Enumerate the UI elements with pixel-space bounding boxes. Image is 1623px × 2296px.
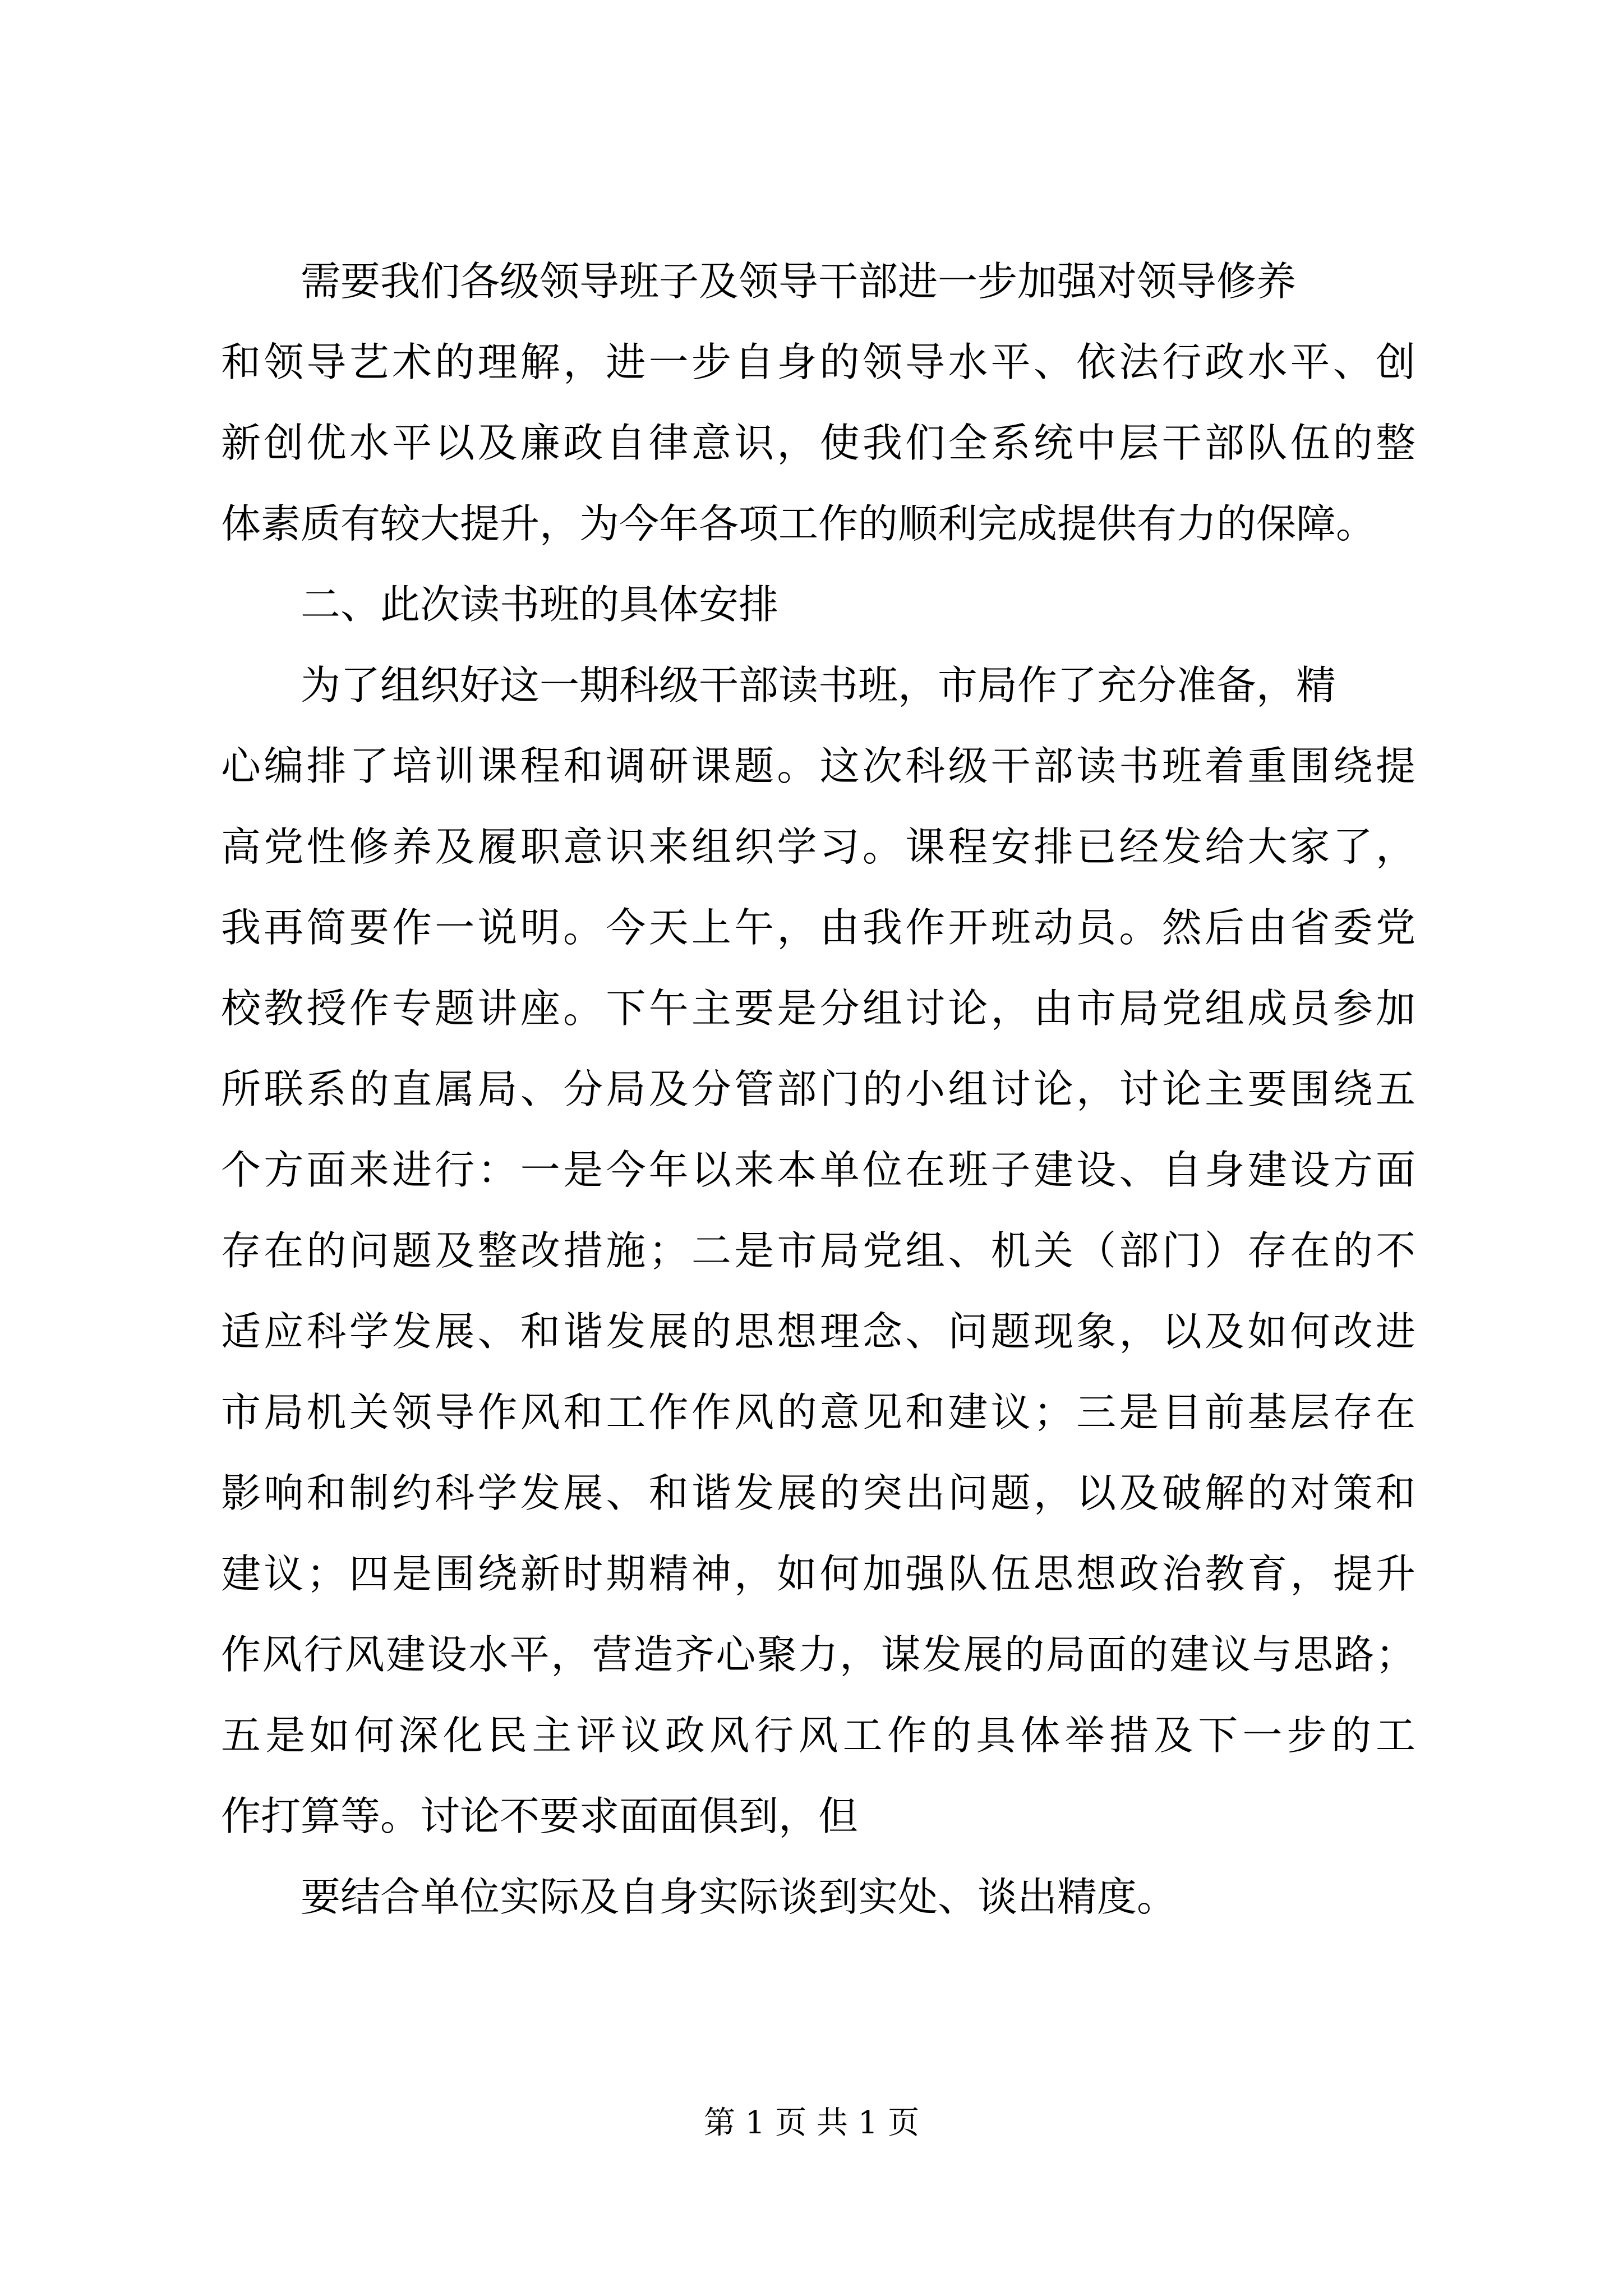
text-line: 作风行风建设水平，营造齐心聚力，谋发展的局面的建议与思路； [221,1631,1415,1678]
text-line: 高党性修养及履职意识来组织学习。课程安排已经发给大家了， [221,823,1415,870]
text-line: 所联系的直属局、分局及分管部门的小组讨论，讨论主要围绕五 [221,1066,1415,1112]
text-line: 需要我们各级领导班子及领导干部进一步加强对领导修养 [301,258,1297,305]
text-line: 影响和制约科学发展、和谐发展的突出问题，以及破解的对策和 [221,1470,1415,1516]
text-line: 为了组织好这一期科级干部读书班，市局作了充分准备，精 [301,662,1336,708]
section-heading: 二、此次读书班的具体安排 [301,581,779,628]
page-number-footer: 第 1 页 共 1 页 [703,2105,920,2141]
text-line: 五是如何深化民主评议政风行风工作的具体举措及下一步的工 [221,1712,1415,1759]
text-line: 新创优水平以及廉政自律意识，使我们全系统中层干部队伍的整 [221,420,1415,466]
text-line: 心编排了培训课程和调研课题。这次科级干部读书班着重围绕提 [221,743,1415,789]
text-line: 市局机关领导作风和工作作风的意见和建议；三是目前基层存在 [221,1389,1415,1435]
text-line: 我再简要作一说明。今天上午，由我作开班动员。然后由省委党 [221,904,1415,951]
text-line: 存在的问题及整改措施；二是市局党组、机关（部门）存在的不 [221,1227,1415,1274]
text-line: 建议；四是围绕新时期精神，如何加强队伍思想政治教育，提升 [221,1550,1415,1597]
text-line: 校教授作专题讲座。下午主要是分组讨论，由市局党组成员参加 [221,985,1415,1032]
text-line: 个方面来进行：一是今年以来本单位在班子建设、自身建设方面 [221,1147,1415,1193]
text-line: 作打算等。讨论不要求面面俱到，但 [221,1793,859,1839]
document-body [221,241,1415,1938]
text-line: 适应科学发展、和谐发展的思想理念、问题现象，以及如何改进 [221,1308,1415,1355]
text-line: 和领导艺术的理解，进一步自身的领导水平、依法行政水平、创 [221,339,1415,385]
text-line: 体素质有较大提升，为今年各项工作的顺利完成提供有力的保障。 [221,500,1376,547]
text-line: 要结合单位实际及自身实际谈到实处、谈出精度。 [301,1874,1177,1920]
